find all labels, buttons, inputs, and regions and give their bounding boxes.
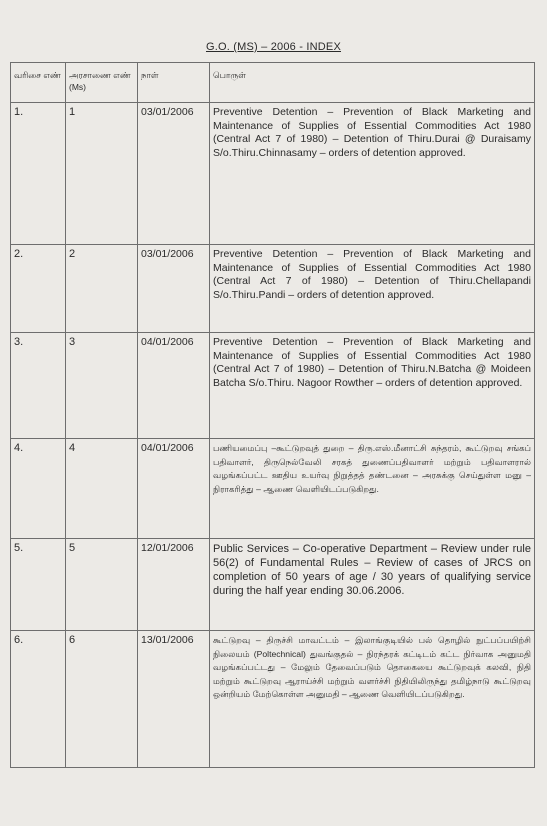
row-date: 03/01/2006 xyxy=(138,245,210,333)
go-index-table xyxy=(10,62,535,768)
table-row xyxy=(11,439,535,539)
table-row xyxy=(11,539,535,631)
table-row xyxy=(11,631,535,768)
row-go-number: 5 xyxy=(66,539,138,631)
row-subject: Preventive Detention – Prevention of Black Marketing and Maintenance of Supplies of Essential Commodities Act 1980 (Central Act 7 of 1980) – Detention of Thiru.Chellapandi S/o.Thiru.Pandi – orders of detention approved. xyxy=(210,245,535,333)
row-subject: கூட்டுறவு – திருச்சி மாவட்டம் – இலாங்குடியில் பல் தொழில் நுட்பப்பயிற்சி நிலையம் (Poltechnical) துவங்குதல் – நிரந்தரக் கட்டிடம் கட்ட நிர்வாக அனுமதி வழங்கப்பட்டது – மேலும் தேவைப்படும் தொகையை கூட்டுறவுக் கலவி, நிதி மற்றும் கூட்டுறவு ஆராய்ச்சி மற்றும் வளர்ச்சி நிதியிலிருந்து தமிழ்நாடு கூட்டுறவு ஒன்றியம் மேற்கொள்ள அனுமதி – ஆணை வெளியிடப்படுகிறது. xyxy=(210,631,535,768)
row-serial: 5. xyxy=(11,539,66,631)
header-serial: வரிசை எண் xyxy=(11,63,66,103)
header-date: நாள் xyxy=(138,63,210,103)
row-date: 04/01/2006 xyxy=(138,439,210,539)
row-subject: Preventive Detention – Prevention of Black Marketing and Maintenance of Supplies of Essential Commodities Act 1980 (Central Act 7 of 1980) – Detention of Thiru.Durai @ Duraisamy S/o.Thiru.Chinnasamy – orders of detention approved. xyxy=(210,103,535,245)
row-serial: 2. xyxy=(11,245,66,333)
document-title: G.O. (MS) – 2006 - INDEX xyxy=(205,41,341,53)
table-header-row xyxy=(11,63,535,103)
row-date: 12/01/2006 xyxy=(138,539,210,631)
row-date: 03/01/2006 xyxy=(138,103,210,245)
row-go-number: 6 xyxy=(66,631,138,768)
header-subject: பொருள் xyxy=(210,63,535,103)
row-subject: பணியமைப்பு –கூட்டுறவுத் துறை – திரு.எஸ்.மீனாட்சி சுந்தரம், கூட்டுறவு சங்கப் பதிவாளர், திருநெல்வேலி சரகத் துணைப்பதிவாளர் மற்றும் பதிவாளரால் வழங்கப்பட்ட ஊதிய உயர்வு நிறுத்தத் தண்டனை – அரசுக்கு செய்துள்ள மனு – நிராகரித்து – ஆணை வெளியிடப்படுகிறது. xyxy=(210,439,535,539)
row-date: 04/01/2006 xyxy=(138,333,210,439)
row-serial: 1. xyxy=(11,103,66,245)
row-serial: 4. xyxy=(11,439,66,539)
header-go-number: அரசாணை எண் (Ms) xyxy=(66,63,138,103)
row-serial: 3. xyxy=(11,333,66,439)
table-row xyxy=(11,103,535,245)
table-row xyxy=(11,333,535,439)
row-go-number: 3 xyxy=(66,333,138,439)
table-row xyxy=(11,245,535,333)
row-subject: Preventive Detention – Prevention of Black Marketing and Maintenance of Supplies of Essential Commodities Act 1980 (Central Act 7 of 1980) – Detention of Thiru.N.Batcha @ Moideen Batcha S/o.Thiru. Nagoor Rowther – orders of detention approved. xyxy=(210,333,535,439)
row-date: 13/01/2006 xyxy=(138,631,210,768)
row-go-number: 4 xyxy=(66,439,138,539)
row-go-number: 2 xyxy=(66,245,138,333)
row-subject: Public Services – Co-operative Department – Review under rule 56(2) of Fundamental Rules – Review of cases of JRCS on completion of 50 years of age / 30 years of qualifying service during the half year ending 30.06.2006. xyxy=(210,539,535,631)
row-go-number: 1 xyxy=(66,103,138,245)
row-serial: 6. xyxy=(11,631,66,768)
